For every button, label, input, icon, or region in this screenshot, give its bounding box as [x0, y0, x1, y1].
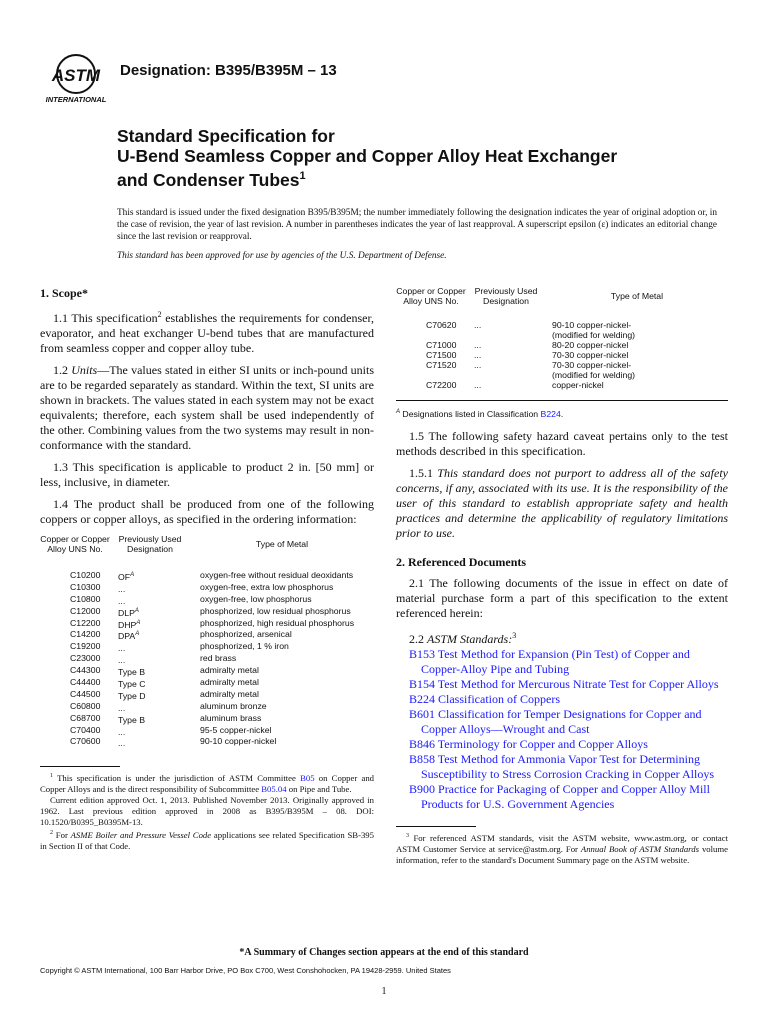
cell-prev-sup: A: [136, 619, 141, 626]
table-row: [40, 725, 374, 737]
footnote-2: [40, 828, 374, 852]
cell-type: phosphorized, high residual phosphorus: [200, 617, 355, 628]
cell-prev: [110, 713, 190, 725]
cell-type: 70-30 copper-nickel-(modified for welding): [552, 360, 636, 380]
cell-prev: [110, 665, 190, 677]
footnote-1: [40, 771, 374, 795]
table-row: [40, 618, 374, 630]
cell-prev-text: ...: [118, 738, 126, 749]
table-row: [40, 713, 374, 725]
footnote-rule-right: [396, 826, 476, 827]
cell-prev-sup: A: [130, 572, 135, 578]
list-item: [396, 752, 728, 782]
cell-prev-text: Type B: [118, 667, 146, 678]
cell-prev: ...: [474, 350, 482, 360]
table-row: [396, 320, 728, 340]
table-row: [40, 570, 374, 582]
para-1-5: 1.5 The following safety hazard caveat pertains only to the test methods described in this specification.: [396, 429, 728, 458]
table-row: [40, 701, 374, 713]
list-item: [396, 737, 728, 752]
refdocs-heading: 2. Referenced Documents: [396, 555, 527, 569]
cell-prev: [110, 677, 190, 689]
cell-uns: C12200: [70, 617, 101, 628]
table-row: [40, 736, 374, 748]
table-row: [40, 594, 374, 606]
cell-type: oxygen-free, extra low phosphorus: [200, 581, 334, 592]
note-end: .: [560, 409, 564, 419]
cell-type: phosphorized, arsenical: [200, 629, 292, 640]
ref-link-b601[interactable]: B601: [409, 707, 436, 721]
para-2-2: [396, 628, 728, 647]
cell-type: phosphorized, 1 % iron: [200, 641, 289, 652]
cell-prev-text: ...: [118, 726, 126, 737]
cell-type: 90-10 copper-nickel: [200, 736, 277, 747]
cell-type: aluminum bronze: [200, 700, 267, 711]
table-row: [40, 629, 374, 641]
cell-prev: [110, 701, 190, 713]
cell-prev: [110, 606, 190, 618]
ref-link-b858[interactable]: B858: [409, 752, 436, 766]
fn2-a: For: [55, 830, 71, 841]
table-body: [40, 570, 374, 748]
cell-type: aluminum brass: [200, 712, 262, 723]
astm-logo: [40, 52, 112, 104]
table-row: [40, 653, 374, 665]
footnote-1-edition: Current edition approved Oct. 1, 2013. Published November 2013. Originally approved in 1962. Last previous edition approved in 2008 as B395/B395M – 08. DOI: 10.1520/B0395_B0395M-13.: [40, 795, 374, 828]
cell-type: oxygen-free, low phosphorus: [200, 593, 312, 604]
para-1-1-a: 1.1 This specification: [53, 311, 158, 325]
table-row: [40, 582, 374, 594]
left-column: [40, 286, 374, 852]
col-header-uns: Copper or Copper Alloy UNS No.: [40, 534, 110, 554]
cell-prev: [110, 725, 190, 737]
cell-prev-text: ...: [118, 655, 126, 666]
cell-uns: C70400: [70, 724, 101, 735]
para-1-2: [40, 363, 374, 453]
alloy-table-right: [396, 286, 728, 390]
cell-uns: C14200: [70, 629, 101, 640]
para-1-5-1: [396, 466, 728, 541]
scope-heading: 1. Scope*: [40, 286, 88, 300]
col-header-uns-right: Copper or Copper Alloy UNS No.: [396, 286, 466, 306]
footnote-rule: [40, 766, 120, 767]
note-mark: A: [396, 409, 401, 416]
para-1-3: 1.3 This specification is applicable to product 2 in. [50 mm] or less, inclusive, in diameter.: [40, 460, 374, 489]
cell-uns: C23000: [70, 653, 101, 664]
fn2-italic: ASME Boiler and Pressure Vessel Code: [70, 830, 212, 841]
cell-type: admiralty metal: [200, 677, 259, 688]
table-row: [40, 677, 374, 689]
ref-link-b153[interactable]: B153: [409, 647, 436, 661]
ref-title[interactable]: Practice for Packaging of Copper and Copper Alloy Mill Products for U.S. Government Agencies: [421, 782, 710, 811]
link-b05-04[interactable]: B05.04: [261, 784, 287, 795]
list-item: [396, 782, 728, 812]
cell-uns: C10200: [70, 570, 101, 580]
table-header-right: [396, 286, 728, 306]
table-row: [40, 641, 374, 653]
para-2-2-a: 2.2: [409, 632, 427, 646]
cell-prev: [110, 736, 190, 748]
cell-type: 90-10 copper-nickel-(modified for welding): [552, 320, 636, 340]
list-item: [396, 707, 728, 737]
summary-note: *A Summary of Changes section appears at the end of this standard: [239, 947, 529, 958]
fn2-b: applications see related Specification SB-395 in Section II of that Code.: [40, 830, 374, 852]
cell-prev-text: ...: [118, 702, 126, 713]
list-item: [396, 647, 728, 677]
cell-prev: [110, 582, 190, 594]
cell-uns: C71500: [426, 350, 457, 360]
table-row: [396, 350, 728, 360]
note-text: Designations listed in Classification: [400, 409, 541, 419]
ref-link-b846[interactable]: B846: [409, 737, 436, 751]
cell-uns: C70600: [70, 736, 101, 747]
footnote-ref-2[interactable]: 2: [157, 310, 162, 319]
para-2-1: 2.1 The following documents of the issue in effect on date of material purchase form a part of this specification to the extent referenced herein:: [396, 576, 728, 620]
cell-prev: [110, 689, 190, 701]
cell-prev-text: OF: [118, 571, 131, 582]
cell-type: 95-5 copper-nickel: [200, 724, 272, 735]
cell-type: copper-nickel: [552, 380, 604, 390]
fn1-mark: 1: [50, 773, 53, 780]
approval-text: This standard has been approved for use by agencies of the U.S. Department of Defense.: [117, 251, 447, 261]
para-1-2-b: —The values stated in either SI units or inch-pound units are to be regarded separately as standard. Within the text, SI units are shown in brackets. The values stated in each system may not be exact equivalents; therefore, each system shall be used independently of the other. Combining values from the two systems may result in non-conformance with the standard.: [40, 363, 375, 452]
cell-prev: ...: [474, 360, 482, 370]
ref-title[interactable]: Test Method for Mercurous Nitrate Test for Copper Alloys: [435, 677, 719, 691]
cell-prev-text: Type D: [118, 690, 146, 701]
cell-uns: C71000: [426, 340, 457, 350]
table-row: [40, 689, 374, 701]
cell-prev: [110, 629, 190, 641]
cell-uns: C68700: [70, 712, 101, 723]
ref-link-b154[interactable]: B154: [409, 677, 436, 691]
ref-title[interactable]: Terminology for Copper and Copper Alloys: [435, 737, 648, 751]
table-header: [40, 534, 374, 554]
cell-prev-text: ...: [118, 643, 126, 654]
cell-prev: [110, 594, 190, 606]
fn3-mark: 3: [406, 833, 409, 839]
ref-title[interactable]: Test Method for Expansion (Pin Test) of Copper and Copper-Alloy Pipe and Tubing: [421, 647, 690, 676]
cell-type: 80-20 copper-nickel: [552, 340, 629, 350]
ref-link-b224[interactable]: B224: [409, 692, 436, 706]
reference-list: [396, 647, 728, 812]
logo-subtext: INTERNATIONAL: [45, 95, 107, 104]
link-b05[interactable]: B05: [300, 773, 315, 784]
table-row: [396, 360, 728, 380]
copyright: Copyright © ASTM International, 100 Barr Harbor Drive, PO Box C700, West Conshohocken, PA 19428-2959. United States: [40, 966, 451, 975]
cell-uns: C44400: [70, 677, 101, 688]
cell-prev: [110, 653, 190, 665]
cell-prev: [110, 570, 190, 582]
page-number: 1: [381, 986, 387, 997]
cell-prev: [110, 641, 190, 653]
para-1-2-units: Units: [71, 363, 98, 377]
cell-uns: C12000: [70, 605, 101, 616]
link-b224-note[interactable]: B224: [540, 409, 561, 419]
cell-prev-text: Type B: [118, 714, 146, 725]
fn1-a: This specification is under the jurisdiction of ASTM Committee: [57, 773, 301, 784]
title-line-1: Standard Specification for: [117, 126, 335, 146]
cell-prev-sup: A: [135, 631, 140, 638]
cell-prev-sup: A: [134, 607, 139, 614]
cell-type: admiralty metal: [200, 688, 259, 699]
cell-type: oxygen-free without residual deoxidants: [200, 570, 354, 580]
col-header-type: Type of Metal: [255, 539, 309, 549]
cell-prev: ...: [474, 340, 482, 350]
title-line-3-text: and Condenser Tubes: [117, 169, 300, 190]
footnote-3: [396, 831, 728, 866]
cell-type: red brass: [200, 653, 237, 664]
table-body-right: [396, 320, 728, 390]
cell-uns: C44300: [70, 665, 101, 676]
fn3-b: volume information, refer to the standard's Document Summary page on the ASTM website.: [396, 843, 728, 865]
cell-prev: ...: [474, 380, 482, 390]
fn2-mark: 2: [50, 830, 53, 837]
footnote-ref-3[interactable]: 3: [512, 631, 517, 640]
cell-uns: C10800: [70, 593, 101, 604]
table-row: [396, 380, 728, 390]
cell-uns: C60800: [70, 700, 101, 711]
table-rule: [396, 400, 728, 401]
cell-uns: C70620: [426, 320, 457, 330]
cell-prev-text: Type C: [118, 678, 146, 689]
table-row: [396, 340, 728, 350]
logo-text: ASTM: [51, 66, 101, 85]
title-line-2: U-Bend Seamless Copper and Copper Alloy Heat Exchanger: [117, 146, 618, 166]
fn1-c: on Pipe and Tube.: [286, 784, 352, 795]
para-1-1-b: establishes the requirements for condenser, evaporator, and heat exchanger U-bend tubes that are manufactured from seamless copper and copper alloy tube.: [40, 311, 374, 355]
designation: Designation: B395/B395M – 13: [120, 62, 337, 79]
fn3-a: For referenced ASTM standards, visit the ASTM website, www.astm.org, or contact ASTM Customer Service at service@astm.org. For: [396, 832, 728, 854]
cell-prev: [110, 618, 190, 630]
title-footnote-mark: 1: [299, 170, 306, 182]
col-header-prev-right: Previously Used Designation: [474, 286, 538, 306]
cell-uns: C19200: [70, 641, 101, 652]
para-1-1: [40, 307, 374, 356]
cell-prev-text: DHP: [118, 619, 137, 630]
list-item: [396, 677, 728, 692]
cell-uns: C71520: [426, 360, 457, 370]
cell-prev-text: ...: [118, 595, 126, 606]
fn3-italic: Annual Book of ASTM Standards: [580, 843, 699, 854]
cell-uns: C72200: [426, 380, 457, 390]
col-header-prev: Previously Used Designation: [118, 534, 182, 554]
para-2-2-italic: ASTM Standards:: [427, 632, 513, 646]
para-1-4: 1.4 The product shall be produced from one of the following coppers or copper alloys, as specified in the ordering information:: [40, 497, 374, 526]
para-1-5-1-italic: This standard does not purport to address all of the safety concerns, if any, associated with its use. It is the responsibility of the user of this standard to establish appropriate safety and health practices and determine the applicability of regulatory limitations prior to use.: [396, 466, 728, 540]
ref-link-b900[interactable]: B900: [409, 782, 436, 796]
para-1-2-a: 1.2: [53, 363, 72, 377]
ref-title[interactable]: Classification for Temper Designations for Copper and Copper Alloys—Wrought and Cast: [421, 707, 702, 736]
cell-type: phosphorized, low residual phosphorus: [200, 605, 351, 616]
cell-type: 70-30 copper-nickel: [552, 350, 629, 360]
cell-prev-text: DLP: [118, 607, 135, 618]
intro-text: This standard is issued under the fixed designation B395/B395M; the number immediately following the designation indicates the year of original adoption or, in the case of revision, the year of last revision. A number in parentheses indicates the year of last reapproval. A superscript epsilon (ε) indicates an editorial change since the last revision or reapproval.: [117, 208, 717, 242]
para-1-5-1-a: 1.5.1: [409, 466, 438, 480]
table-row: [40, 665, 374, 677]
astm-logo-icon: [40, 52, 112, 104]
alloy-table-left: [40, 534, 374, 748]
cell-uns: C44500: [70, 688, 101, 699]
cell-prev: ...: [474, 320, 482, 330]
cell-prev-text: DPA: [118, 631, 136, 642]
cell-type: admiralty metal: [200, 665, 259, 676]
list-item: [396, 692, 728, 707]
table-note: [396, 409, 728, 419]
cell-prev-text: ...: [118, 583, 126, 594]
cell-uns: C10300: [70, 581, 101, 592]
document-title: [117, 126, 737, 190]
title-line-3: [117, 166, 737, 190]
ref-title[interactable]: Test Method for Ammonia Vapor Test for Determining Susceptibility to Stress Corrosion Cracking in Copper Alloys: [421, 752, 714, 781]
right-column: [396, 286, 728, 866]
col-header-type-right: Type of Metal: [610, 291, 664, 301]
fn1-b: on Copper and Copper Alloys and is the direct responsibility of Subcommittee: [40, 773, 375, 795]
ref-title[interactable]: Classification of Coppers: [435, 692, 560, 706]
table-row: [40, 606, 374, 618]
